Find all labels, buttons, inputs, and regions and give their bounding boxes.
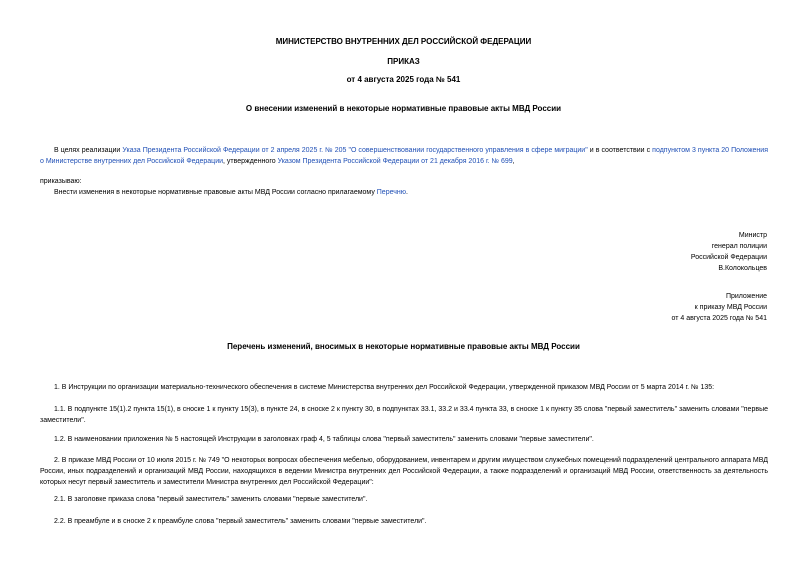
preamble-text-4: , (512, 158, 515, 165)
item-1: 1. В Инструкции по организации материально-технического обеспечения в системе Министерства внутренних дел Российской Федерации, утвержденной приказом МВД России от 5 марта 2014 г. № 135: (54, 384, 715, 391)
preamble-paragraph (40, 145, 768, 167)
signature-rank: генерал полиции (711, 243, 767, 250)
link-ukaz-205[interactable]: Указа Президента Российской Федерации от 2 апреля 2025 г. № 205 "О совершенствовании государственного управления в сфере миграции" (122, 147, 588, 154)
item-1-2: 1.2. В наименовании приложения № 5 настоящей Инструкции в заголовках граф 4, 5 таблицы слова "первый заместитель" заменить словами "первые заместители". (54, 436, 594, 443)
preamble-text-1: В целях реализации (54, 147, 123, 154)
preamble-text-3: , утвержденного (223, 158, 278, 165)
link-perechen[interactable]: Перечню (376, 189, 407, 196)
signature-title: Министр (738, 232, 767, 239)
instruction-line (54, 187, 408, 198)
item-2-2: 2.2. В преамбуле и в сноске 2 к преамбуле слова "первый заместитель" заменить словами "первые заместители". (54, 518, 427, 525)
ministry-heading: МИНИСТЕРСТВО ВНУТРЕННИХ ДЕЛ РОССИЙСКОЙ ФЕДЕРАЦИИ (275, 37, 532, 46)
order-subject: О внесении изменений в некоторые нормативные правовые акты МВД России (245, 104, 562, 113)
instruction-text: Внести изменения в некоторые нормативные правовые акты МВД России согласно прилагаемому (54, 189, 377, 196)
order-date-number: от 4 августа 2025 года № 541 (346, 75, 461, 84)
item-1-1: 1.1. В подпункте 15(1).2 пункта 15(1), в сноске 1 к пункту 15(3), в пункте 24, в сноске 2 к пункту 30, в подпунктах 33.1, 33.2 и 33.4 пункта 33, в сноске 1 к пункту 35 слова "первый заместитель" заменить словами "первые заместители". (40, 406, 768, 424)
list-title: Перечень изменений, вносимых в некоторые нормативные правовые акты МВД России (227, 342, 580, 351)
link-ukaz-699[interactable]: Указом Президента Российской Федерации от 21 декабря 2016 г. № 699 (277, 158, 513, 165)
appendix-date-number: от 4 августа 2025 года № 541 (671, 315, 767, 322)
appendix-order-ref: к приказу МВД России (694, 304, 767, 311)
doc-type-heading: ПРИКАЗ (387, 57, 420, 66)
link-polozhenie-mvd[interactable]: подпунктом 3 пункта 20 Положения о Министерстве внутренних дел Российской Федерации (40, 147, 768, 165)
order-word: приказываю: (40, 178, 82, 185)
item-2: 2. В приказе МВД России от 10 июля 2015 г. № 749 "О некоторых вопросах обеспечения мебелью, оборудованием, инвентарем и другим имуществом служебных помещений подразделений центрального аппарата МВД России, иных подразделений и организаций МВД России, находящихся в ведении Министра внутренних дел Российской Федерации, а также подразделений и организаций МВД России, ответственность за деятельность которых несут первый заместитель и заместители Министра внутренних дел Российской Федерации": (40, 457, 768, 486)
signature-name: В.Колокольцев (718, 265, 767, 272)
item-2-1: 2.1. В заголовке приказа слова "первый заместитель" заменить словами "первые заместители". (54, 496, 368, 503)
signature-country: Российской Федерации (690, 254, 767, 261)
instruction-end: . (406, 189, 408, 196)
preamble-text-2: и в соответствии с (587, 147, 653, 154)
appendix-label: Приложение (725, 293, 767, 300)
